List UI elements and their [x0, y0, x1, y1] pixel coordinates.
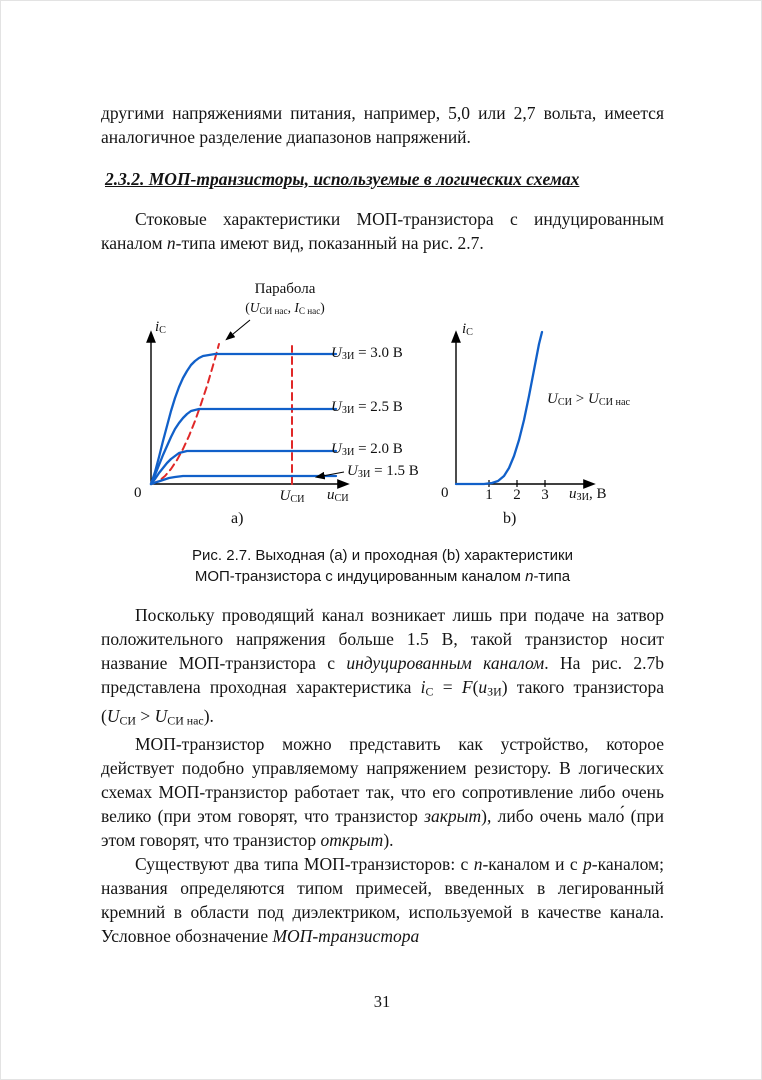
label-uzi-3-0: UЗИ = 3.0 В — [331, 345, 403, 363]
figure-caption-line2: МОП-транзистора с индуцированным каналом n-типа — [194, 568, 571, 585]
parabola-pointer-arrow — [227, 320, 250, 339]
output-plot — [151, 320, 347, 484]
drain-curve-1-5v — [151, 476, 336, 484]
label-ic-right: iС — [462, 321, 473, 339]
label-tick-3: 3 — [541, 487, 549, 503]
label-origin-left: 0 — [134, 485, 142, 501]
label-parabola-coords: (UСИ нас, IС нас) — [245, 300, 325, 317]
drain-curve-3-0v — [151, 354, 336, 484]
transfer-curve — [456, 332, 542, 484]
paragraph-lead: Стоковые характеристики МОП-транзистора с индуцированным каналом n-типа имеют вид, показанный на рис. 2.7. — [101, 209, 664, 253]
paragraph-body-2: МОП-транзистор можно представить как устройство, которое действует подобно управляемому напряжением резистору. В логических схемах МОП-транзистор работает так, что его сопротивление либо очень велико (при этом говорят, что транзистор закрыт), либо очень мало́ (при этом говорят, что транзистор открыт). — [101, 734, 664, 851]
label-usi-value: UСИ — [279, 488, 305, 506]
label-usi-axis: uСИ — [327, 487, 349, 505]
label-uzi-1-5: UЗИ = 1.5 В — [347, 463, 419, 481]
section-heading: 2.3.2. МОП-транзисторы, используемые в логических схемах — [105, 169, 580, 189]
label-uzi-2-5: UЗИ = 2.5 В — [331, 399, 403, 417]
label-ic-left: iС — [155, 319, 166, 337]
label-parabola: Парабола — [254, 281, 316, 297]
figure-caption-line1: Рис. 2.7. Выходная (a) и проходная (b) характеристики — [192, 547, 573, 564]
paragraph-body-3: Существуют два типа МОП-транзисторов: с n-каналом и с p-каналом; названия определяются типом примесей, введенных в легированный кремний в области под диэлектриком, используемой в качестве канала. Условное обозначение МОП-транзистора — [101, 854, 664, 947]
label-plot-b: b) — [503, 510, 517, 527]
label-plot-a: a) — [231, 510, 244, 527]
label-tick-1: 1 — [485, 487, 493, 503]
parabola-curve — [151, 344, 219, 484]
label-tick-2: 2 — [513, 487, 521, 503]
figure-canvas — [99, 279, 759, 537]
label-uzi-2-0: UЗИ = 2.0 В — [331, 441, 403, 459]
page-number: 31 — [373, 992, 391, 1011]
drain-curve-2-5v — [151, 409, 336, 484]
label-uzi-axis: uЗИ, В — [569, 486, 607, 504]
body-text — [101, 603, 664, 948]
paragraph-body-1: Поскольку проводящий канал возникает лишь при подаче на затвор положительного напряжения больше 1.5 В, такой транзистор носит название МОП-транзистора с индуцированным каналом. На рис. 2.7b представлена проходная характеристика iС = F(uЗИ) такого транзистора (UСИ > UСИ нас). — [101, 605, 664, 728]
text-column — [101, 101, 664, 948]
figure-caption — [101, 545, 664, 587]
paragraph-continuation: другими напряжениями питания, например, 5,0 или 2,7 вольта, имеется аналогичное разделение диапазонов напряжений. — [101, 103, 664, 147]
figure-2-7 — [101, 279, 664, 587]
label-usi-condition: UСИ > UСИ нас — [547, 391, 631, 409]
label-origin-right: 0 — [441, 485, 449, 501]
characteristics-plot — [99, 279, 759, 537]
